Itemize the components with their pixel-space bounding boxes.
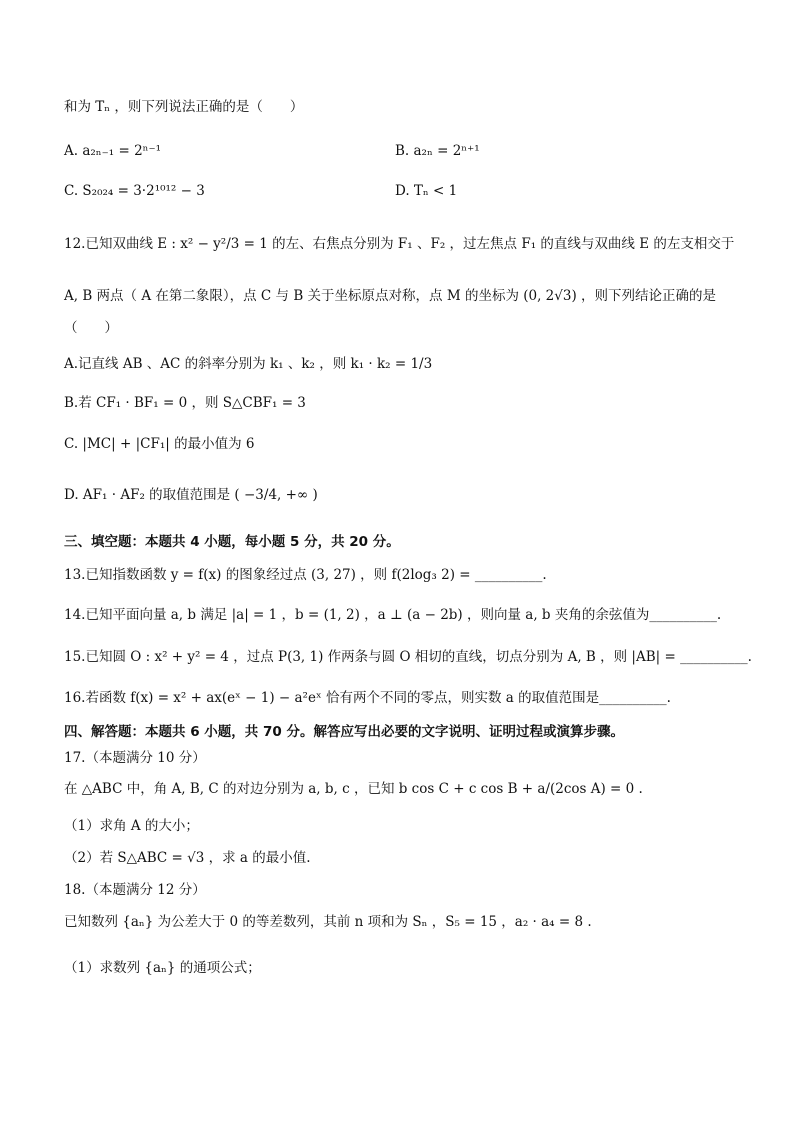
question-17-part-2: （2）若 S△ABC = √3 ，求 a 的最小值. — [64, 850, 311, 866]
question-16: 16.若函数 f(x) = x² + ax(eˣ − 1) − a²eˣ 恰有两个不同的零点，则实数 a 的取值范围是__________. — [64, 690, 671, 706]
question-14: 14.已知平面向量 a, b 满足 |a| = 1 ，b = (1, 2) ，a ⊥ (a − 2b) ，则向量 a, b 夹角的余弦值为__________. — [64, 607, 722, 623]
question-17-stem: 在 △ABC 中，角 A, B, C 的对边分别为 a, b, c ，已知 b cos C + c cos B + a/(2cos A) = 0 . — [64, 781, 643, 797]
option-a-q12: A.记直线 AB 、AC 的斜率分别为 k₁ 、k₂ ，则 k₁ · k₂ = 1/3 — [64, 356, 433, 372]
question-15: 15.已知圆 O : x² + y² = 4 ，过点 P(3, 1) 作两条与圆 O 相切的直线，切点分别为 A, B ，则 |AB| = __________. — [64, 649, 752, 665]
question-12-stem: 12.已知双曲线 E : x² − y²/3 = 1 的左、右焦点分别为 F₁ 、F₂ ，过左焦点 F₁ 的直线与双曲线 E 的左支相交于 — [64, 236, 735, 252]
option-d-q11: D. Tₙ < 1 — [395, 183, 458, 199]
section-3-heading: 三、填空题：本题共 4 小题，每小题 5 分，共 20 分。 — [64, 534, 400, 550]
option-b-q11: B. a₂ₙ = 2ⁿ⁺¹ — [395, 143, 480, 159]
option-b-q12: B.若 CF₁ · BF₁ = 0 ，则 S△CBF₁ = 3 — [64, 395, 306, 411]
option-c-q11: C. S₂₀₂₄ = 3·2¹⁰¹² − 3 — [64, 183, 205, 199]
option-d-q12: D. AF₁ · AF₂ 的取值范围是 ( −3/4, +∞ ) — [64, 487, 318, 503]
question-12-stem-cont: A, B 两点（ A 在第二象限），点 C 与 B 关于坐标原点对称，点 M 的坐标为 (0, 2√3) ，则下列结论正确的是 — [64, 288, 717, 304]
question-12-paren: （ ） — [64, 320, 118, 336]
question-13: 13.已知指数函数 y = f(x) 的图象经过点 (3, 27) ，则 f(2log₃ 2) = __________. — [64, 567, 547, 583]
question-18-part-1: （1）求数列 {aₙ} 的通项公式； — [64, 960, 261, 976]
question-17-header: 17.（本题满分 10 分） — [64, 750, 206, 766]
text-line-1: 和为 Tₙ ，则下列说法正确的是（ ） — [64, 99, 304, 115]
question-17-part-1: （1）求角 A 的大小； — [64, 818, 199, 834]
question-18-header: 18.（本题满分 12 分） — [64, 882, 206, 898]
question-18-stem: 已知数列 {aₙ} 为公差大于 0 的等差数列，其前 n 项和为 Sₙ ，S₅ = 15 ，a₂ · a₄ = 8 . — [64, 914, 592, 930]
option-a-q11: A. a₂ₙ₋₁ = 2ⁿ⁻¹ — [64, 143, 162, 159]
option-c-q12: C. |MC| + |CF₁| 的最小值为 6 — [64, 436, 255, 452]
section-4-heading: 四、解答题：本题共 6 小题，共 70 分。解答应写出必要的文字说明、证明过程或演算步骤。 — [64, 724, 624, 740]
